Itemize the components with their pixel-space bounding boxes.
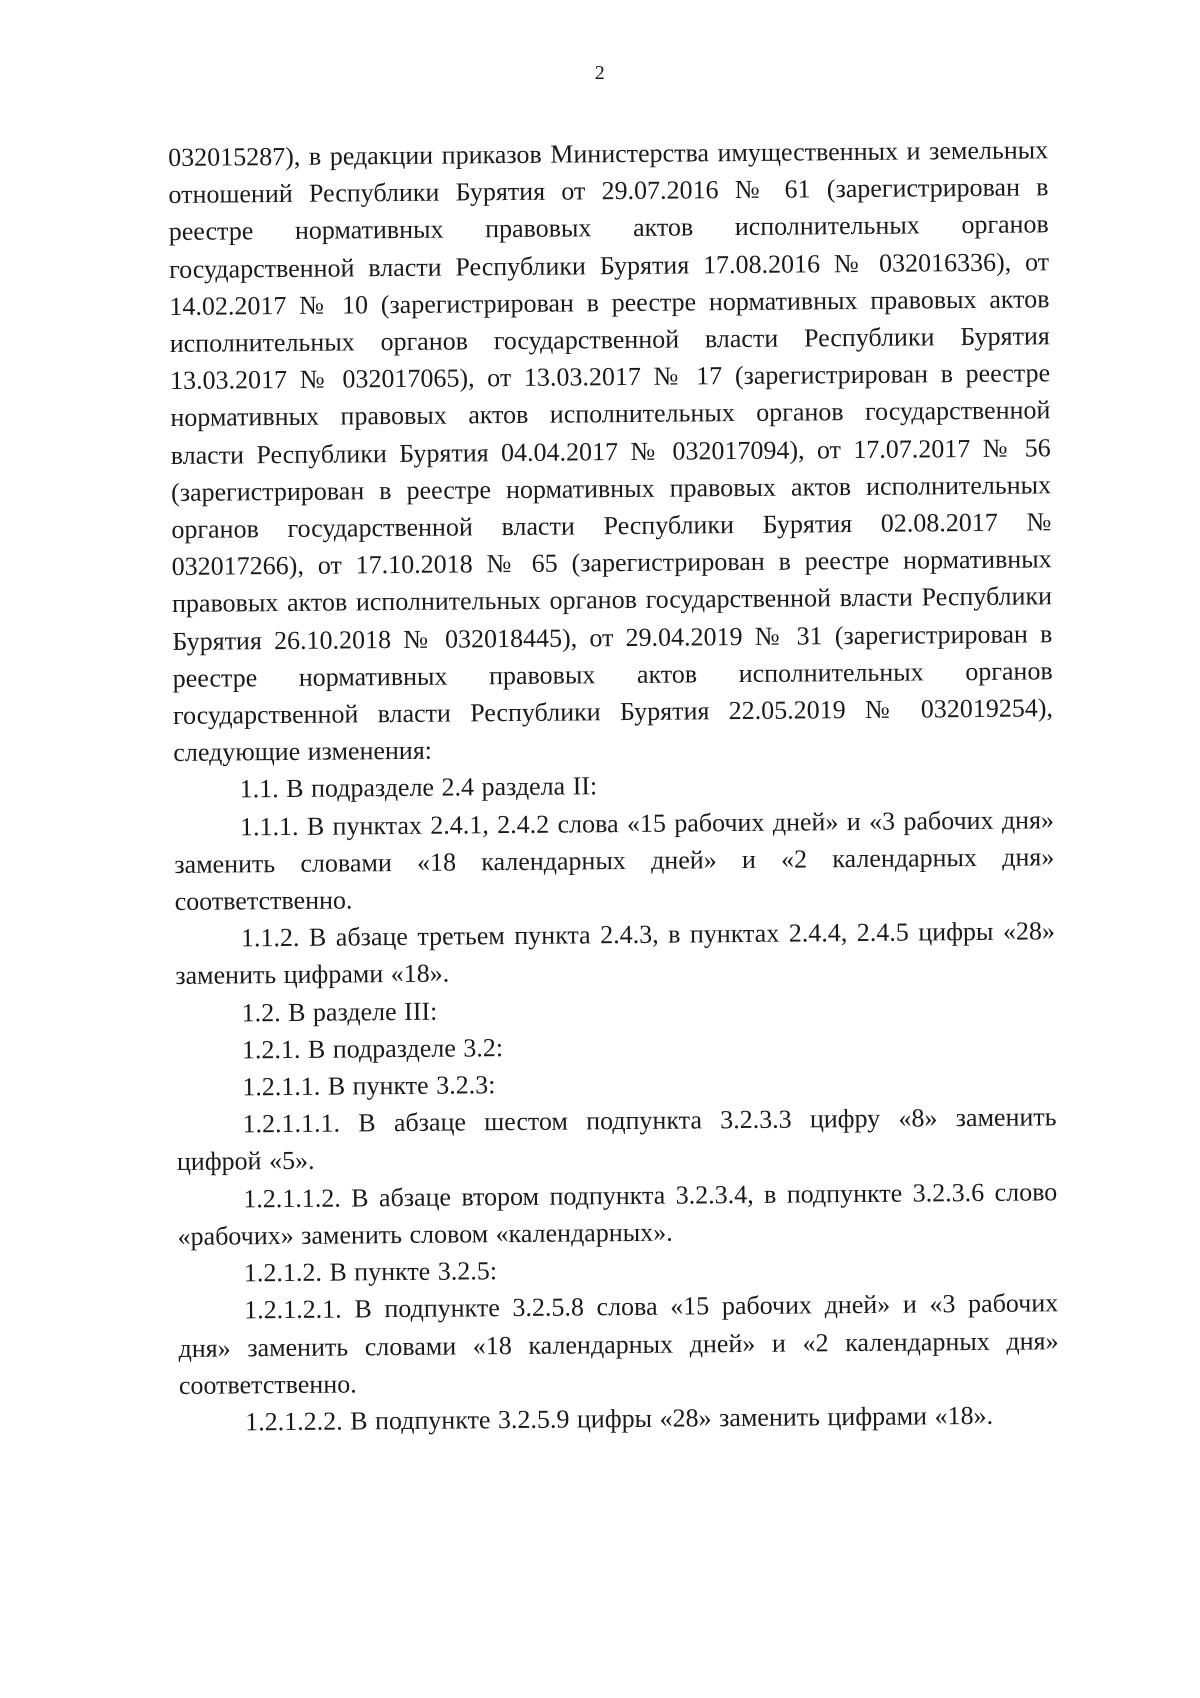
paragraph-1-2-1-1-1: 1.2.1.1.1. В абзаце шестом подпункта 3.2.3.3 цифру «8» заменить цифрой «5». bbox=[176, 1102, 1057, 1177]
paragraph-1-2-1-2-1: 1.2.1.2.1. В подпункте 3.2.5.8 слова «15 рабочих дней» и «3 рабочих дня» заменить словами «18 календарных дней» и «2 календарных дня» соответственно. bbox=[178, 1288, 1059, 1400]
document-body bbox=[168, 131, 1059, 1441]
paragraph-1-2-1-2: 1.2.1.2. В пункте 3.2.5: bbox=[243, 1256, 498, 1288]
paragraph-1-2-1-1-2: 1.2.1.1.2. В абзаце втором подпункта 3.2.3.4, в подпункте 3.2.3.6 слово «рабочих» заменить словом «календарных». bbox=[177, 1176, 1058, 1251]
paragraph-amendment-history: 032015287), в редакции приказов Министерства имущественных и земельных отношений Республики Бурятия от 29.07.2016 № 61 (зарегистрирован в реестре нормативных правовых актов исполнительных органов государственной власти Республики Бурятия 17.08.2016 № 032016336), от 14.02.2017 № 10 (зарегистрирован в реестре нормативных правовых актов исполнительных органов государственной власти Республики Бурятия 13.03.2017 № 032017065), от 13.03.2017 № 17 (зарегистрирован в реестре нормативных правовых актов исполнительных органов государственной власти Республики Бурятия 04.04.2017 № 032017094), от 17.07.2017 № 56 (зарегистрирован в реестре нормативных правовых актов исполнительных органов государственной власти Республики Бурятия 02.08.2017 № 032017266), от 17.10.2018 № 65 (зарегистрирован в реестре нормативных правовых актов исполнительных органов государственной власти Республики Бурятия 26.10.2018 № 032018445), от 29.04.2019 № 31 (зарегистрирован в реестре нормативных правовых актов исполнительных органов государственной власти Республики Бурятия 22.05.2019 № 032019254), следующие изменения: bbox=[168, 135, 1054, 768]
paragraph-1-2-1-1: 1.2.1.1. В пункте 3.2.3: bbox=[242, 1070, 496, 1102]
paragraph-1-2: 1.2. В разделе III: bbox=[241, 996, 438, 1028]
paragraph-1-1-2: 1.1.2. В абзаце третьем пункта 2.4.3, в пунктах 2.4.4, 2.4.5 цифры «28» заменить цифрами «18». bbox=[175, 916, 1056, 991]
page-number: 2 bbox=[594, 62, 606, 84]
paragraph-1-2-1-2-2: 1.2.1.2.2. В подпункте 3.2.5.9 цифры «28» заменить цифрами «18». bbox=[245, 1400, 994, 1437]
paragraph-1-2-1: 1.2.1. В подразделе 3.2: bbox=[241, 1032, 504, 1065]
paragraph-1-1-1: 1.1.1. В пунктах 2.4.1, 2.4.2 слова «15 рабочих дней» и «3 рабочих дня» заменить словами «18 календарных дней» и «2 календарных дня» соответственно. bbox=[174, 804, 1055, 917]
paragraph-1-1: 1.1. В подразделе 2.4 раздела II: bbox=[239, 771, 598, 804]
